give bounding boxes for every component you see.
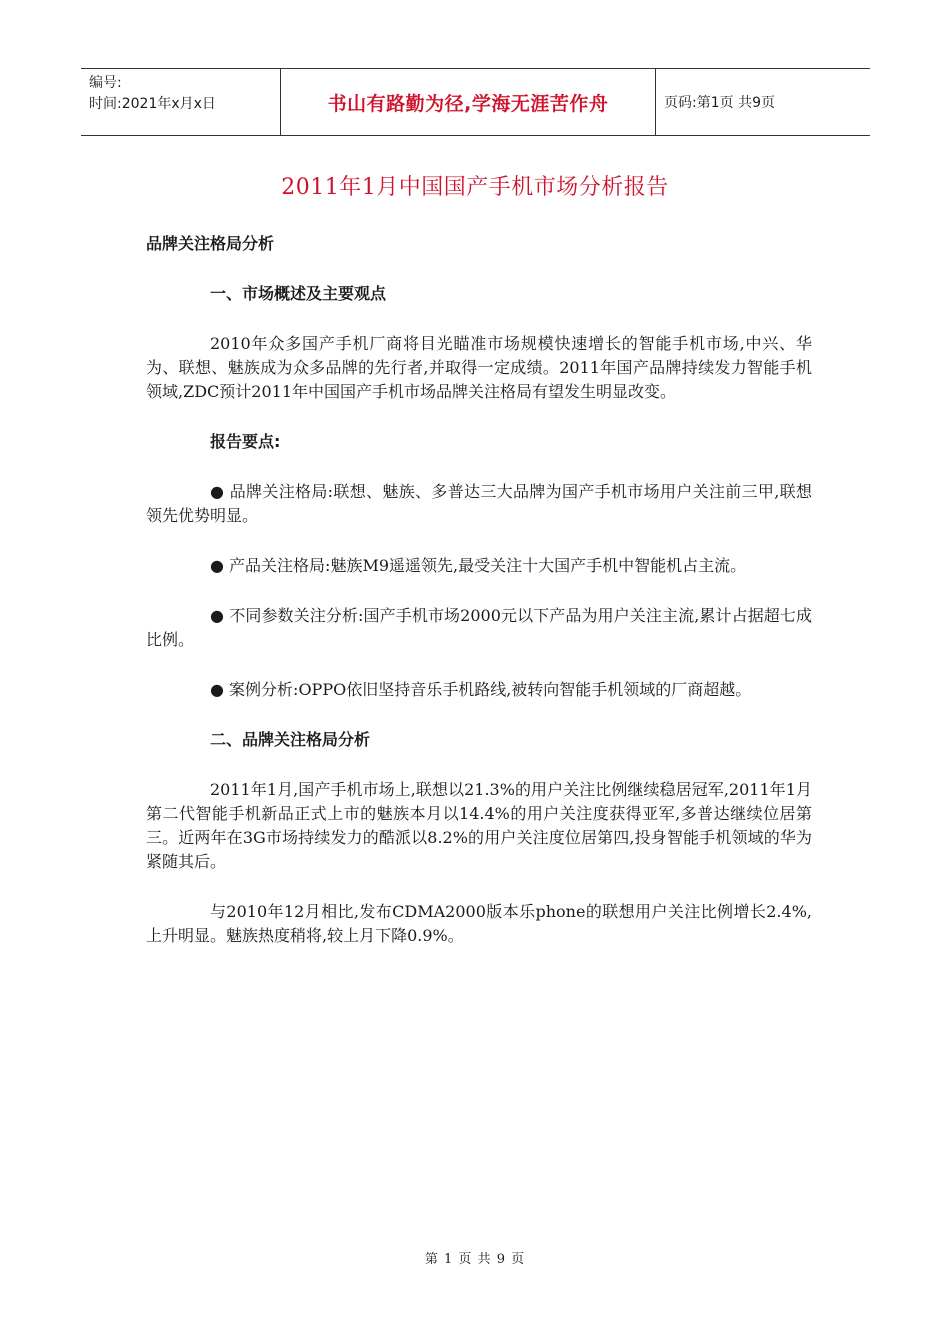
header-page-info: 页码:第1页 共9页 — [664, 95, 775, 111]
report-points-heading: 报告要点: — [210, 432, 281, 451]
bullet-item: ● 不同参数关注分析:国产手机市场2000元以下产品为用户关注主流,累计占据超七成比例。 — [146, 606, 812, 649]
document-number-label: 编号: — [89, 75, 122, 91]
section2-paragraph-1: 2011年1月,国产手机市场上,联想以21.3%的用户关注比例继续稳居冠军,2011年1月第二代智能手机新品正式上市的魅族本月以14.4%的用户关注度获得亚军,多普达继续位居第三。近两年在3G市场持续发力的酷派以8.2%的用户关注度位居第四,投身智能手机领域的华为紧随其后。 — [146, 780, 812, 871]
document-time-label: 时间:2021年x月x日 — [89, 96, 216, 112]
main-heading: 品牌关注格局分析 — [146, 234, 275, 253]
header-meta-cell — [81, 69, 281, 135]
section1-heading: 一、市场概述及主要观点 — [210, 284, 387, 303]
section1-paragraph: 2010年众多国产手机厂商将目光瞄准市场规模快速增长的智能手机市场,中兴、华为、联想、魅族成为众多品牌的先行者,并取得一定成绩。2011年国产品牌持续发力智能手机领域,ZDC预计2011年中国国产手机市场品牌关注格局有望发生明显改变。 — [146, 334, 812, 401]
bullet-item: ● 品牌关注格局:联想、魅族、多普达三大品牌为国产手机市场用户关注前三甲,联想领先优势明显。 — [146, 482, 812, 525]
section2-heading: 二、品牌关注格局分析 — [210, 730, 371, 749]
header-table — [81, 68, 870, 136]
document-title: 2011年1月中国国产手机市场分析报告 — [281, 175, 669, 200]
bullet-item: ● 产品关注格局:魅族M9遥遥领先,最受关注十大国产手机中智能机占主流。 — [210, 556, 747, 575]
page-footer: 第 1 页 共 9 页 — [424, 1252, 526, 1267]
bullet-item: ● 案例分析:OPPO依旧坚持音乐手机路线,被转向智能手机领域的厂商超越。 — [210, 680, 752, 699]
document-body — [146, 232, 812, 948]
section2-paragraph-2: 与2010年12月相比,发布CDMA2000版本乐phone的联想用户关注比例增长2.4%,上升明显。魅族热度稍将,较上月下降0.9%。 — [146, 902, 812, 945]
header-motto: 书山有路勤为径,学海无涯苦作舟 — [281, 69, 656, 135]
